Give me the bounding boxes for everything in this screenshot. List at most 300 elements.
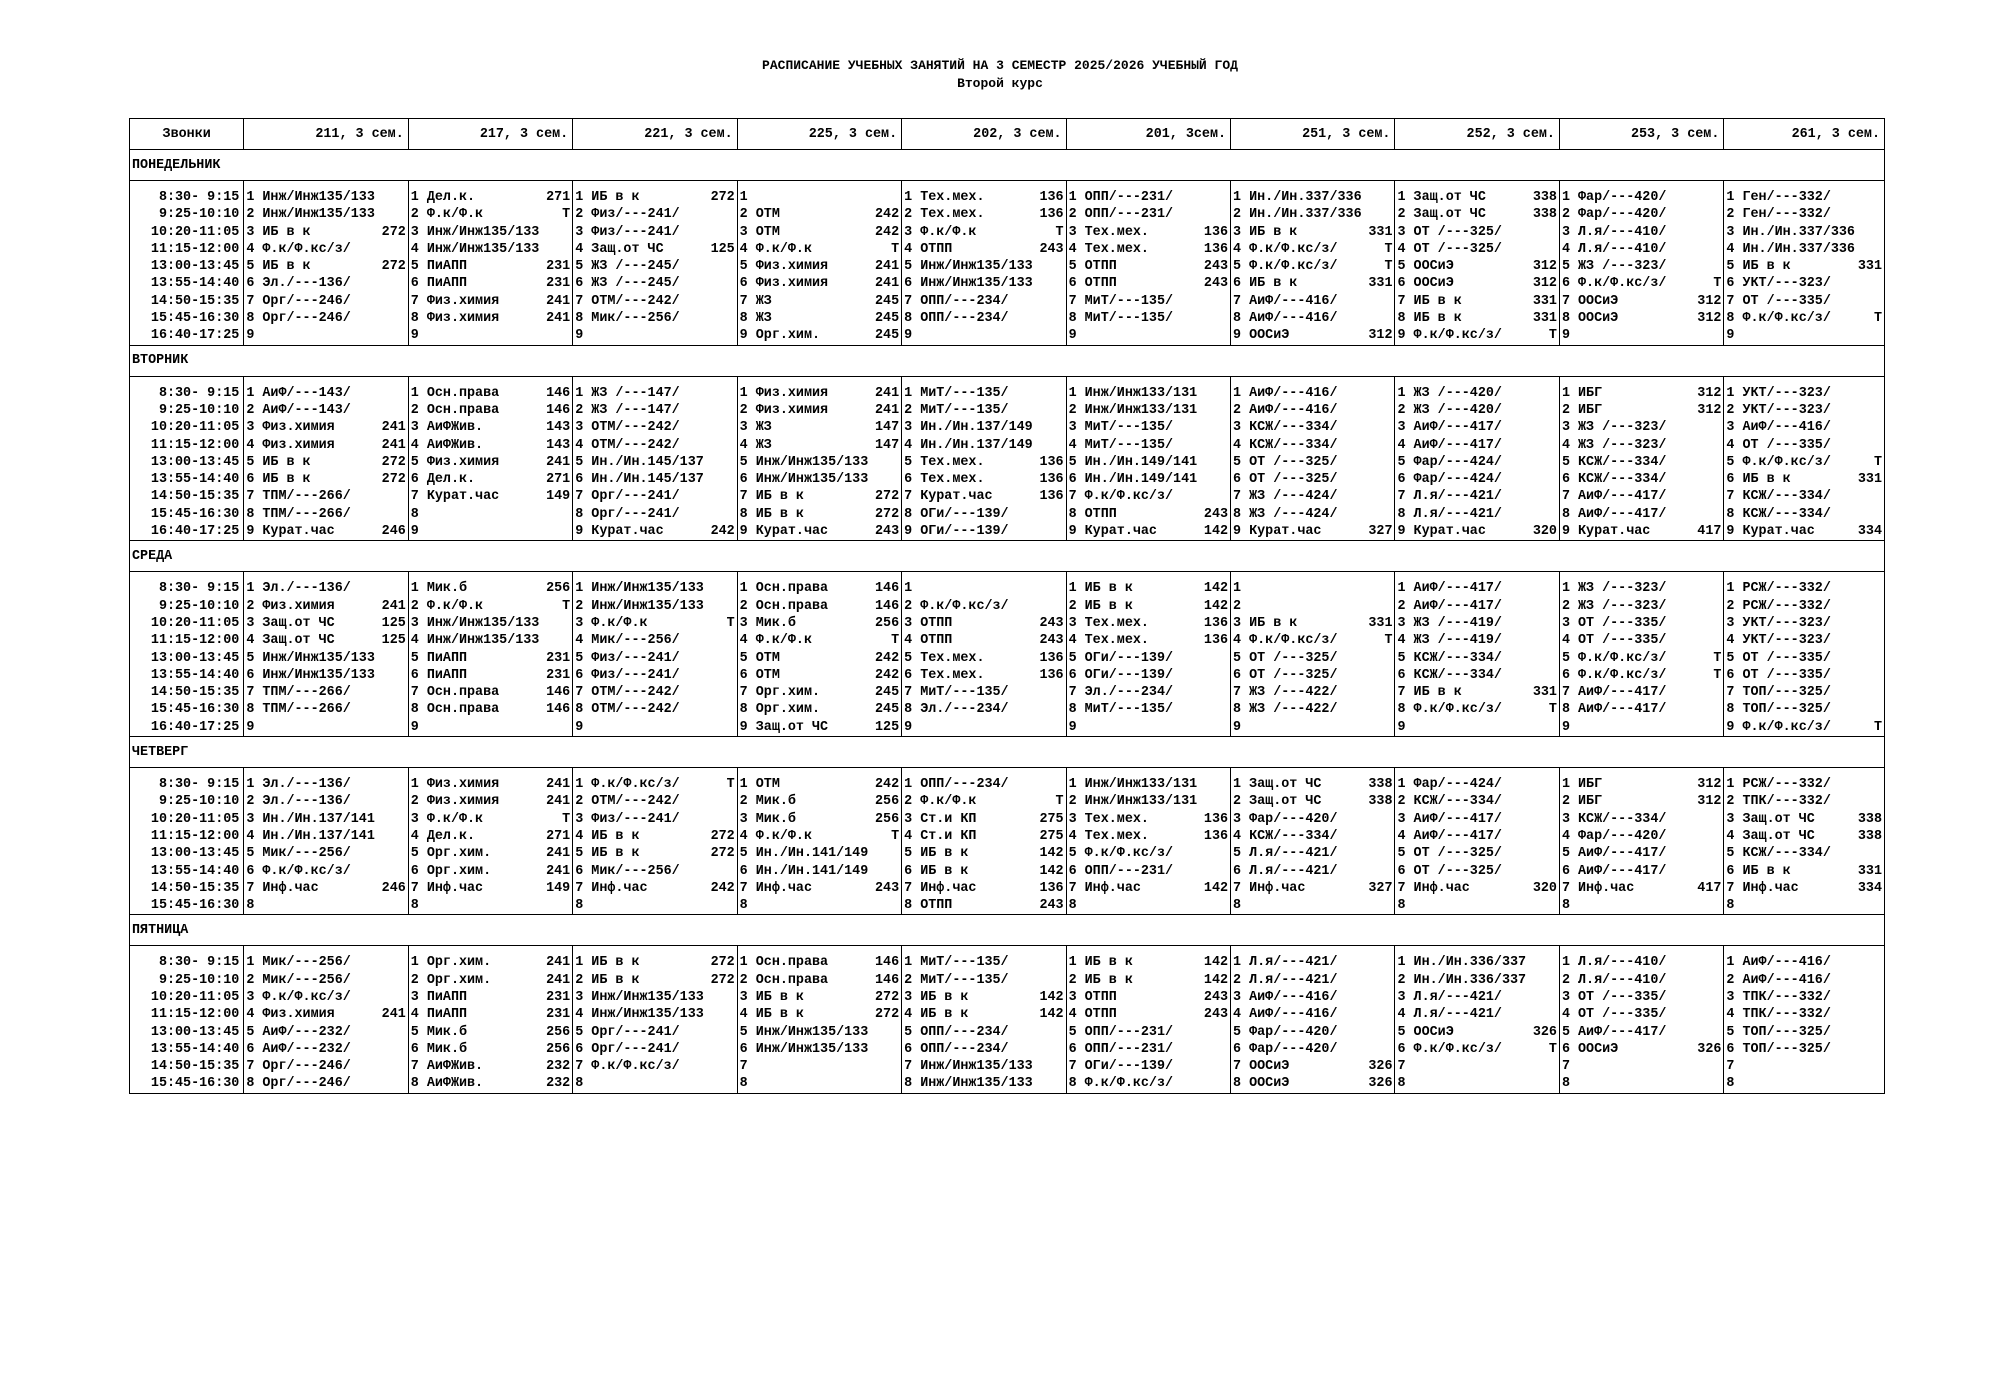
lesson-line <box>1726 1006 1882 1023</box>
spacer-cell <box>130 946 244 955</box>
lesson-subject: 6 ОГи/---139/ <box>1068 667 1174 683</box>
bell-time: 10:20-11:05 <box>150 811 240 827</box>
lesson-room: 142 <box>1203 880 1229 896</box>
lesson-subject: 4 Л.я/---410/ <box>1561 241 1667 257</box>
lesson-room: 272 <box>875 506 900 522</box>
lesson-subject: 5 Ф.к/Ф.кс/з/ <box>1561 650 1667 666</box>
lesson-subject: 5 ЖЗ /---323/ <box>1561 259 1667 275</box>
lesson-room: 136 <box>1203 811 1229 827</box>
lesson-subject: 7 ИБ в к <box>1397 293 1462 309</box>
lesson-subject: 3 Ин./Ин.337/336 <box>1726 224 1855 240</box>
spacer-cell <box>737 181 901 190</box>
lesson-line <box>1562 1075 1721 1092</box>
lesson-subject: 6 Ин./Ин.149/141 <box>1068 472 1198 488</box>
lesson-subject: 1 Фар/---420/ <box>1561 190 1667 205</box>
lesson-room: 272 <box>710 955 735 971</box>
lesson-line <box>904 206 1063 223</box>
lesson-line <box>740 454 899 471</box>
lesson-room: 246 <box>381 880 406 896</box>
lesson-line <box>1397 241 1556 258</box>
lesson-line <box>411 1006 570 1023</box>
lesson-line <box>740 241 899 258</box>
lesson-room: 241 <box>875 276 900 292</box>
lesson-room: 142 <box>1203 581 1229 597</box>
spacer-cell <box>1066 572 1230 581</box>
spacer-cell <box>902 946 1066 955</box>
lesson-subject: 2 Ин./Ин.337/336 <box>1233 207 1362 223</box>
lesson-room: Т <box>562 207 571 223</box>
lesson-subject: 6 ОТ /---325/ <box>1233 472 1338 488</box>
lesson-subject: 1 Ин./Ин.337/336 <box>1233 190 1362 205</box>
lesson-subject: 8 АиФ/---417/ <box>1561 506 1667 522</box>
lesson-subject: 6 ОПП/---234/ <box>904 1041 1009 1057</box>
lesson-subject: 7 Орг/---241/ <box>575 489 680 505</box>
lesson-line <box>1233 811 1392 828</box>
lesson-room: 338 <box>1368 794 1393 810</box>
lesson-subject: 8 Ф.к/Ф.кс/з/ <box>1726 311 1831 327</box>
lesson-line <box>904 523 1063 540</box>
lesson-line <box>575 632 734 649</box>
lesson-subject: 9 <box>246 719 255 735</box>
lesson-room: Т <box>562 598 571 614</box>
lesson-subject: 4 Защ.от ЧС <box>1726 828 1815 844</box>
spacer-cell <box>1231 768 1395 777</box>
spacer-cell <box>1559 946 1723 955</box>
lesson-room: 232 <box>546 1059 571 1075</box>
lesson-line <box>246 224 405 241</box>
column-header-group: 261, 3 сем. <box>1724 119 1885 150</box>
bell-time: 14:50-15:35 <box>150 489 240 505</box>
lesson-subject: 6 ООСиЭ <box>1397 276 1454 292</box>
lesson-line <box>1726 471 1882 488</box>
lesson-room: 331 <box>1368 224 1393 240</box>
lesson-line <box>1233 327 1392 344</box>
lesson-subject: 3 ПиАПП <box>410 989 468 1005</box>
lesson-subject: 1 ЖЗ /---420/ <box>1397 385 1502 401</box>
lesson-line <box>575 310 734 327</box>
lesson-line <box>246 419 405 436</box>
lesson-subject: 3 УКТ/---323/ <box>1726 615 1831 631</box>
lesson-subject: 2 Инж/Инж133/131 <box>1068 794 1198 810</box>
lesson-room: 241 <box>381 437 406 453</box>
lesson-subject: 7 Инж/Инж135/133 <box>904 1059 1033 1075</box>
lesson-room: 272 <box>875 989 900 1005</box>
lesson-line <box>1233 1075 1392 1092</box>
lesson-subject: 3 ОТМ <box>739 224 780 240</box>
bell-time: 13:00-13:45 <box>150 454 240 470</box>
lesson-room: 326 <box>1368 1076 1393 1092</box>
lesson-subject: 1 Осн.права <box>410 385 500 401</box>
lesson-room: 320 <box>1532 880 1557 896</box>
lesson-room: 125 <box>710 241 735 257</box>
lesson-subject: 5 ПиАПП <box>410 259 468 275</box>
lesson-line <box>411 275 570 292</box>
lesson-room: 241 <box>381 1007 406 1023</box>
lesson-line <box>1397 701 1556 718</box>
lesson-line <box>1233 897 1392 914</box>
lesson-subject: 8 <box>1561 1076 1570 1092</box>
lesson-line <box>1726 598 1882 615</box>
lesson-subject: 4 Л.я/---421/ <box>1397 1007 1502 1023</box>
lesson-line <box>1562 1041 1721 1058</box>
lesson-subject: 4 ОТПП <box>1068 1007 1117 1023</box>
group-schedule-cell <box>1395 189 1559 345</box>
lesson-line <box>575 1006 734 1023</box>
day-heading: ПОНЕДЕЛЬНИК <box>130 150 1885 181</box>
lesson-subject: 2 Осн.права <box>739 972 829 988</box>
column-header-group: 251, 3 сем. <box>1231 119 1395 150</box>
lesson-subject: 5 Тех.мех. <box>904 454 985 470</box>
lesson-subject: 1 <box>739 190 748 205</box>
group-schedule-cell <box>1395 954 1559 1093</box>
lesson-room: 231 <box>546 276 571 292</box>
lesson-subject: 1 РСЖ/---332/ <box>1726 581 1831 597</box>
lesson-room: 331 <box>1532 293 1557 309</box>
lesson-room: 243 <box>1203 1007 1229 1023</box>
lesson-room: Т <box>891 633 900 649</box>
lesson-subject: 6 ТОП/---325/ <box>1726 1041 1831 1057</box>
lesson-line <box>1069 972 1228 989</box>
lesson-subject: 9 ОГи/---139/ <box>904 524 1009 540</box>
bell-times-cell <box>130 385 244 541</box>
lesson-subject: 1 Эл./---136/ <box>246 581 351 597</box>
lesson-room: 241 <box>875 385 900 401</box>
lesson-line <box>1233 385 1392 402</box>
lesson-subject: 2 Физ/---241/ <box>575 207 680 223</box>
lesson-line <box>740 1075 899 1092</box>
lesson-line <box>246 471 405 488</box>
lesson-subject: 7 Инф.час <box>410 880 484 896</box>
lesson-subject: 9 <box>410 524 419 540</box>
lesson-room: 275 <box>1039 828 1064 844</box>
lesson-subject: 3 Ф.к/Ф.к <box>410 811 484 827</box>
lesson-subject: 8 <box>1397 1076 1406 1092</box>
lesson-line <box>1726 719 1882 736</box>
lesson-line <box>904 667 1063 684</box>
lesson-line <box>904 419 1063 436</box>
lesson-subject: 7 Эл./---234/ <box>1068 685 1174 701</box>
lesson-line <box>246 275 405 292</box>
spacer-cell <box>1559 768 1723 777</box>
lesson-line <box>246 989 405 1006</box>
lesson-line <box>1233 241 1392 258</box>
lesson-subject: 3 АиФ/---417/ <box>1397 811 1502 827</box>
lesson-room: 136 <box>1039 472 1064 488</box>
lesson-room: 331 <box>1857 863 1882 879</box>
lesson-line <box>246 845 405 862</box>
lesson-line <box>575 880 734 897</box>
lesson-line <box>1069 632 1228 649</box>
lesson-subject: 1 ИБГ <box>1561 777 1603 793</box>
lesson-room: Т <box>1548 702 1557 718</box>
lesson-line <box>1562 523 1721 540</box>
lesson-subject: 4 ОТ /---335/ <box>1561 633 1667 649</box>
group-schedule-cell <box>244 580 408 736</box>
lesson-room: 271 <box>546 828 571 844</box>
lesson-subject: 6 АиФ/---417/ <box>1561 863 1667 879</box>
lesson-room: 327 <box>1368 524 1393 540</box>
lesson-subject: 7 Ф.к/Ф.кс/з/ <box>575 1059 680 1075</box>
lesson-line <box>1233 615 1392 632</box>
group-schedule-cell <box>1724 385 1885 541</box>
lesson-line <box>1726 650 1882 667</box>
bell-time: 15:45-16:30 <box>150 506 240 522</box>
lesson-subject: 8 <box>739 1076 748 1092</box>
bell-time: 10:20-11:05 <box>150 224 240 240</box>
lesson-line <box>246 615 405 632</box>
lesson-line <box>1397 880 1556 897</box>
lesson-subject: 7 ЖЗ <box>739 293 772 309</box>
group-schedule-cell <box>1066 776 1230 915</box>
lesson-subject: 6 ОТ /---335/ <box>1726 667 1831 683</box>
lesson-subject: 8 Мик/---256/ <box>575 311 680 327</box>
lesson-line <box>246 241 405 258</box>
lesson-line <box>575 684 734 701</box>
lesson-room: 242 <box>875 207 900 223</box>
lesson-line <box>1726 793 1882 810</box>
lesson-subject: 2 <box>1233 598 1242 614</box>
lesson-line <box>740 385 899 402</box>
lesson-subject: 1 Ф.к/Ф.кс/з/ <box>575 777 680 793</box>
lesson-line <box>1397 793 1556 810</box>
lesson-room: 312 <box>1697 293 1722 309</box>
lesson-line <box>1397 863 1556 880</box>
lesson-room: 241 <box>381 598 406 614</box>
lesson-subject: 3 Физ.химия <box>246 420 335 436</box>
lesson-subject: 7 <box>1726 1059 1735 1075</box>
lesson-line <box>740 258 899 275</box>
lesson-line <box>246 385 405 402</box>
group-schedule-cell <box>1231 776 1395 915</box>
lesson-line <box>1069 793 1228 810</box>
lesson-subject: 9 Курат.час <box>739 524 829 540</box>
lesson-line <box>411 471 570 488</box>
lesson-room: 312 <box>1697 311 1722 327</box>
bell-time: 14:50-15:35 <box>150 293 240 309</box>
lesson-line <box>740 1041 899 1058</box>
lesson-line <box>1397 327 1556 344</box>
lesson-line <box>246 258 405 275</box>
lesson-room: 142 <box>1039 1007 1064 1023</box>
lesson-line <box>740 419 899 436</box>
lesson-line <box>1233 667 1392 684</box>
lesson-line <box>246 580 405 597</box>
lesson-subject: 4 Ф.к/Ф.к <box>739 633 812 649</box>
lesson-line <box>740 580 899 597</box>
lesson-line <box>1726 385 1882 402</box>
lesson-line <box>1726 776 1882 793</box>
lesson-room: 272 <box>875 489 900 505</box>
bell-time: 15:45-16:30 <box>150 702 240 718</box>
lesson-line <box>1562 488 1721 505</box>
lesson-subject: 1 ЖЗ /---323/ <box>1561 581 1667 597</box>
lesson-line <box>411 437 570 454</box>
lesson-room: 232 <box>546 1076 571 1092</box>
lesson-room: 241 <box>875 402 900 418</box>
lesson-subject: 7 ИБ в к <box>739 489 804 505</box>
lesson-subject: 6 Физ/---241/ <box>575 667 680 683</box>
lesson-subject: 9 <box>904 328 913 344</box>
spacer-cell <box>1066 946 1230 955</box>
spacer-cell <box>1066 181 1230 190</box>
lesson-subject: 7 Орг/---246/ <box>246 1059 351 1075</box>
lesson-subject: 5 ОТПП <box>1068 259 1117 275</box>
lesson-line <box>1562 327 1721 344</box>
lesson-line <box>740 989 899 1006</box>
lesson-line <box>411 1058 570 1075</box>
lesson-subject: 6 Тех.мех. <box>904 472 985 488</box>
lesson-line <box>411 224 570 241</box>
lesson-line <box>411 206 570 223</box>
lesson-subject: 4 Фар/---420/ <box>1561 828 1667 844</box>
lesson-line <box>1562 719 1721 736</box>
lesson-subject: 2 ИБГ <box>1561 794 1603 810</box>
lesson-subject: 2 Осн.права <box>410 402 500 418</box>
lesson-subject: 3 АиФЖив. <box>410 420 484 436</box>
lesson-line <box>246 880 405 897</box>
lesson-subject: 9 <box>1726 328 1735 344</box>
lesson-line <box>575 523 734 540</box>
lesson-subject: 7 АиФЖив. <box>410 1059 484 1075</box>
lesson-subject: 4 ЖЗ /---323/ <box>1561 437 1667 453</box>
lesson-line <box>575 776 734 793</box>
lesson-room: 146 <box>875 598 900 614</box>
lesson-line <box>740 828 899 845</box>
lesson-room: 142 <box>1203 598 1229 614</box>
lesson-line <box>1233 972 1392 989</box>
lesson-subject: 2 Физ.химия <box>410 794 500 810</box>
bell-time: 9:25-10:10 <box>158 794 240 810</box>
lesson-subject: 9 Курат.час <box>246 524 335 540</box>
lesson-room: 231 <box>546 1007 571 1023</box>
lesson-subject: 9 <box>1068 719 1077 735</box>
day-heading: ПЯТНИЦА <box>130 915 1885 946</box>
lesson-subject: 5 Мик/---256/ <box>246 846 351 862</box>
lesson-subject: 3 Ин./Ин.137/149 <box>904 420 1033 436</box>
lesson-line <box>904 506 1063 523</box>
lesson-line <box>1397 1041 1556 1058</box>
lesson-line <box>1562 1058 1721 1075</box>
lesson-subject: 5 Инж/Инж135/133 <box>739 1024 869 1040</box>
group-schedule-cell <box>1231 580 1395 736</box>
lesson-subject: 3 АиФ/---417/ <box>1397 420 1502 436</box>
lesson-subject: 7 <box>739 1059 748 1075</box>
lesson-subject: 2 ИБ в к <box>1068 972 1133 988</box>
lesson-subject: 4 Ф.к/Ф.кс/з/ <box>246 241 351 257</box>
lesson-line <box>575 989 734 1006</box>
bell-time: 8:30- 9:15 <box>158 385 240 401</box>
lesson-line <box>1069 258 1228 275</box>
group-schedule-cell <box>408 776 572 915</box>
lesson-line <box>904 632 1063 649</box>
lesson-subject: 3 МиТ/---135/ <box>1068 420 1174 436</box>
lesson-room: 256 <box>546 581 571 597</box>
bell-time: 14:50-15:35 <box>150 685 240 701</box>
lesson-line <box>1233 632 1392 649</box>
lesson-line <box>1397 845 1556 862</box>
lesson-room: 136 <box>1039 207 1064 223</box>
group-schedule-cell <box>737 385 901 541</box>
spacer-cell <box>408 768 572 777</box>
lesson-room: 142 <box>1203 972 1229 988</box>
lesson-line <box>1069 275 1228 292</box>
group-schedule-cell <box>737 189 901 345</box>
lesson-line <box>1397 1024 1556 1041</box>
lesson-subject: 2 Физ.химия <box>739 402 829 418</box>
lesson-subject: 7 ООСиЭ <box>1561 293 1619 309</box>
lesson-line <box>246 454 405 471</box>
lesson-line <box>1397 258 1556 275</box>
column-header-bells: Звонки <box>130 119 244 150</box>
lesson-line <box>1233 684 1392 701</box>
lesson-room: 338 <box>1857 828 1882 844</box>
lesson-room: 331 <box>1368 276 1393 292</box>
column-header-group: 221, 3 сем. <box>573 119 737 150</box>
lesson-line <box>1726 1041 1882 1058</box>
lesson-subject: 2 АиФ/---416/ <box>1726 972 1831 988</box>
lesson-line <box>1726 989 1882 1006</box>
bell-time: 10:20-11:05 <box>150 420 240 436</box>
lesson-room: Т <box>1055 794 1064 810</box>
lesson-subject: 1 Л.я/---421/ <box>1233 955 1338 971</box>
lesson-line <box>1562 1024 1721 1041</box>
lesson-line <box>1726 863 1882 880</box>
lesson-subject: 2 Мик.б <box>739 794 796 810</box>
lesson-subject: 9 <box>410 328 419 344</box>
lesson-subject: 8 МиТ/---135/ <box>1068 702 1174 718</box>
lesson-subject: 6 Орг.хим. <box>410 863 492 879</box>
lesson-subject: 2 АиФ/---417/ <box>1397 598 1502 614</box>
lesson-subject: 5 ПиАПП <box>410 650 468 666</box>
lesson-subject: 6 ОТ /---325/ <box>1397 863 1502 879</box>
lesson-subject: 4 Защ.от ЧС <box>246 633 335 649</box>
lesson-subject: 3 Инж/Инж135/133 <box>410 615 540 631</box>
lesson-room: 312 <box>1532 276 1557 292</box>
lesson-room: 272 <box>381 259 406 275</box>
lesson-room: 241 <box>546 955 571 971</box>
lesson-room: 272 <box>381 472 406 488</box>
lesson-subject: 9 <box>904 719 913 735</box>
lesson-line <box>1562 667 1721 684</box>
lesson-subject: 2 Фар/---420/ <box>1561 207 1667 223</box>
lesson-line <box>1069 954 1228 971</box>
lesson-room: Т <box>1713 650 1722 666</box>
bell-time: 13:00-13:45 <box>150 1024 240 1040</box>
lesson-subject: 5 Инж/Инж135/133 <box>904 259 1033 275</box>
lesson-subject: 7 Курат.час <box>410 489 500 505</box>
bell-time: 13:55-14:40 <box>150 863 240 879</box>
spacer-cell <box>573 376 737 385</box>
lesson-subject: 7 Курат.час <box>904 489 993 505</box>
group-schedule-cell <box>1066 954 1230 1093</box>
lesson-line <box>575 506 734 523</box>
lesson-subject: 8 ЖЗ /---422/ <box>1233 702 1338 718</box>
lesson-room: 320 <box>1532 524 1557 540</box>
lesson-subject: 8 <box>1561 898 1570 914</box>
lesson-line <box>904 275 1063 292</box>
lesson-line <box>904 615 1063 632</box>
lesson-subject: 5 ОТ /---325/ <box>1233 650 1338 666</box>
lesson-room: 331 <box>1368 615 1393 631</box>
spacer-cell <box>130 181 244 190</box>
bell-time: 11:15-12:00 <box>150 828 240 844</box>
lesson-room: 338 <box>1532 190 1557 205</box>
lesson-subject: 4 АиФ/---417/ <box>1397 437 1502 453</box>
group-schedule-cell <box>408 189 572 345</box>
lesson-room: 149 <box>546 489 571 505</box>
lesson-subject: 3 Инж/Инж135/133 <box>575 989 704 1005</box>
lesson-room: 338 <box>1368 777 1393 793</box>
